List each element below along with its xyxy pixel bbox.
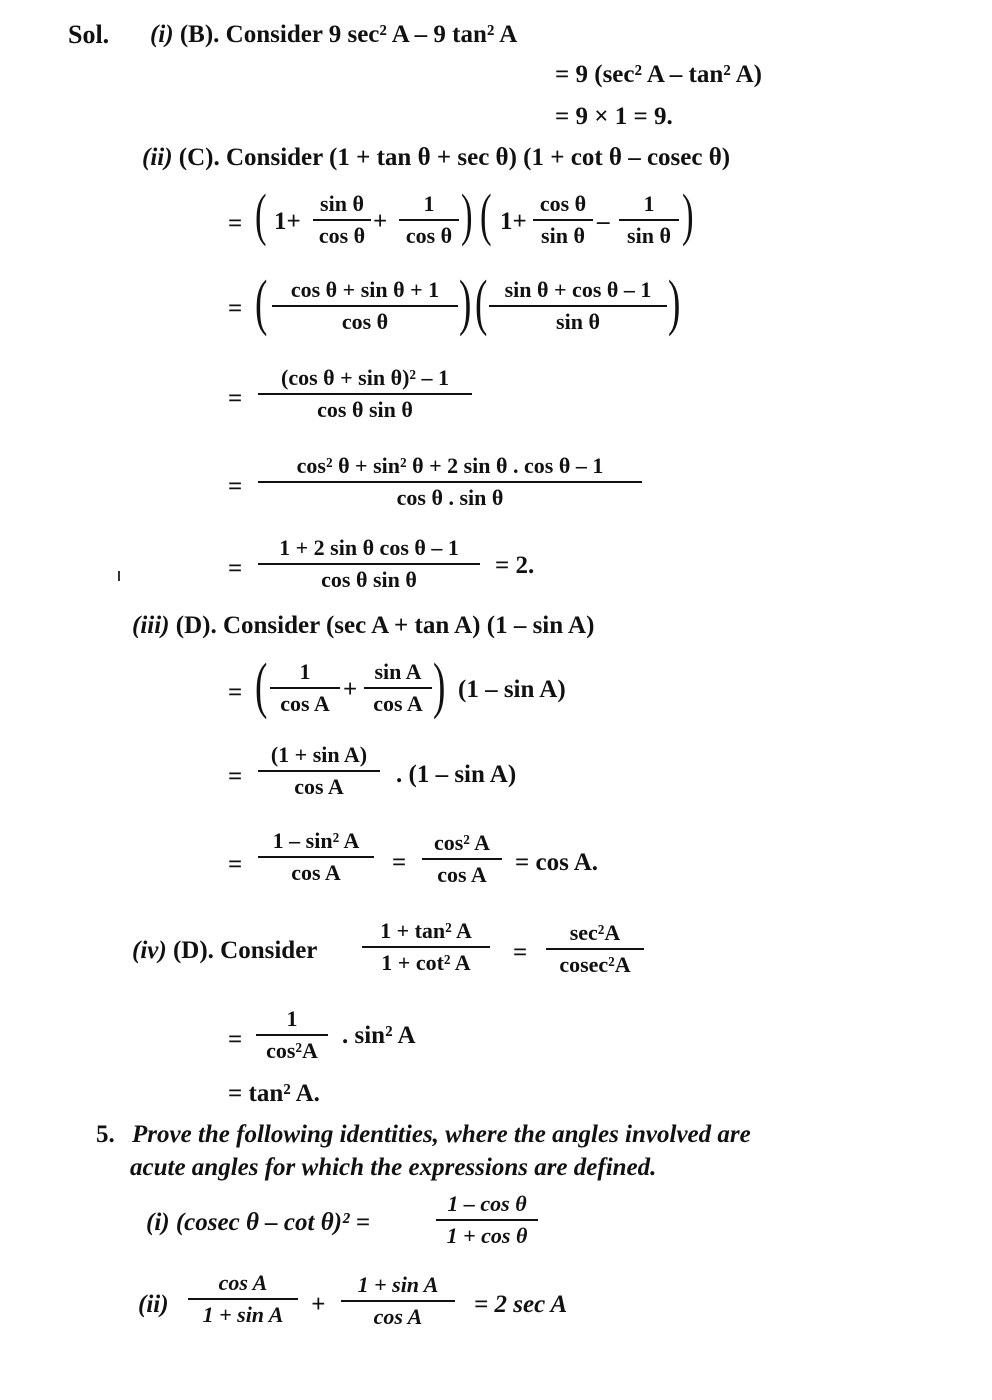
part-ii-text: (C). Consider (1 + tan θ + sec θ) (1 + cot θ – cosec θ) — [172, 144, 731, 171]
denominator: cos A — [373, 691, 423, 716]
numerator: sin θ + cos θ – 1 — [504, 277, 652, 302]
identity-ii-label: (ii) — [138, 1291, 169, 1318]
numerator: 1 – cos θ — [447, 1191, 527, 1216]
part-iv-number: (iv) — [132, 937, 167, 964]
fraction — [258, 367, 472, 421]
numerator: 1 — [643, 191, 655, 216]
denominator: cos θ . sin θ — [396, 485, 504, 510]
right-paren: ) — [433, 652, 446, 720]
numerator: 1 — [299, 659, 311, 684]
equals-sign: = — [228, 385, 243, 412]
denominator: cos A — [373, 1304, 423, 1329]
denominator: cosec²A — [559, 952, 631, 977]
fraction — [258, 830, 374, 884]
numerator: cos θ — [539, 191, 587, 216]
numerator: 1 — [423, 191, 435, 216]
part-i-intro — [150, 22, 517, 47]
denominator: 1 + cos θ — [446, 1223, 528, 1248]
denominator: cos A — [437, 862, 487, 887]
solution-label: Sol. — [68, 20, 110, 49]
fraction — [399, 193, 459, 247]
fraction — [270, 661, 340, 715]
equals-sign: = — [228, 555, 243, 582]
plus-sign: + — [311, 1291, 326, 1318]
numerator: sec²A — [569, 920, 621, 945]
fraction — [258, 744, 380, 798]
fraction — [188, 1272, 298, 1326]
identity-i-lhs: (i) (cosec θ – cot θ)² = — [146, 1209, 370, 1236]
right-paren: ) — [461, 182, 473, 247]
one-plus: 1+ — [274, 208, 301, 235]
fraction — [436, 1193, 538, 1247]
left-paren: ( — [480, 182, 492, 247]
numerator: cos² θ + sin² θ + 2 sin θ . cos θ – 1 — [296, 453, 604, 478]
numerator: 1 + sin A — [357, 1272, 439, 1297]
minus-sign: – — [597, 208, 610, 235]
fraction — [619, 193, 679, 247]
part-i-number: (i) — [150, 21, 174, 48]
equals-sign: = — [228, 1026, 243, 1053]
factor-text: (1 – sin A) — [458, 676, 566, 703]
denominator: cos θ sin θ — [317, 397, 413, 422]
equals-sign: = — [513, 939, 528, 966]
fraction — [256, 1008, 328, 1062]
equals-sign: = — [228, 763, 243, 790]
fraction — [258, 537, 480, 591]
question-number: 5. — [96, 1121, 115, 1148]
denominator: 1 + cot² A — [381, 950, 471, 975]
equals-sign: = — [228, 295, 243, 322]
numerator: sin θ — [320, 191, 364, 216]
denominator: sin θ — [541, 223, 585, 248]
question-text: Prove the following identities, where the angles involved are — [132, 1121, 751, 1148]
fraction — [546, 922, 644, 976]
identity-ii-rhs: = 2 sec A — [474, 1291, 568, 1318]
denominator: cos A — [280, 691, 330, 716]
numerator: cos² A — [433, 830, 491, 855]
question-text: acute angles for which the expressions are defined. — [130, 1154, 657, 1181]
equals-sign: = — [392, 849, 407, 876]
final-result: = tan² A. — [228, 1080, 320, 1107]
denominator: cos A — [291, 860, 341, 885]
part-iv-intro — [132, 938, 317, 963]
denominator: cos²A — [266, 1038, 318, 1063]
denominator: cos θ — [318, 223, 366, 248]
factor-text: . (1 – sin A) — [396, 761, 517, 788]
fraction — [362, 920, 490, 974]
left-paren: ( — [475, 269, 488, 337]
denominator: cos θ — [341, 309, 389, 334]
right-paren: ) — [459, 269, 472, 337]
numerator: 1 + tan² A — [380, 918, 472, 943]
denominator: cos A — [294, 774, 344, 799]
part-ii-number: (ii) — [142, 144, 173, 171]
fraction — [313, 193, 371, 247]
numerator: 1 + 2 sin θ cos θ – 1 — [279, 535, 459, 560]
equals-sign: = — [228, 473, 243, 500]
numerator: (cos θ + sin θ)² – 1 — [281, 365, 449, 390]
numerator: sin A — [374, 659, 422, 684]
denominator: sin θ — [627, 223, 671, 248]
equals-sign: = — [228, 851, 243, 878]
part-iii-text: (D). Consider (sec A + tan A) (1 – sin A) — [169, 612, 595, 639]
margin-mark — [118, 571, 120, 581]
one-plus: 1+ — [500, 208, 527, 235]
fraction — [272, 279, 458, 333]
left-paren: ( — [255, 269, 268, 337]
part-ii-intro — [142, 145, 730, 170]
part-i-step-2: = 9 × 1 = 9. — [555, 103, 673, 130]
numerator: 1 — [286, 1006, 298, 1031]
denominator: cos θ sin θ — [321, 567, 417, 592]
fraction — [489, 279, 667, 333]
fraction — [533, 193, 593, 247]
part-iii-intro — [132, 613, 594, 638]
equals-sign: = — [228, 679, 243, 706]
numerator: 1 – sin² A — [272, 828, 360, 853]
part-iii-number: (iii) — [132, 612, 170, 639]
denominator: cos θ — [405, 223, 453, 248]
left-paren: ( — [255, 652, 268, 720]
fraction — [258, 455, 642, 509]
result-text: = 2. — [495, 552, 535, 579]
part-i-step-1: = 9 (sec² A – tan² A) — [555, 61, 763, 88]
plus-sign: + — [373, 208, 388, 235]
part-iv-text: (D). Consider — [166, 937, 318, 964]
equals-sign: = — [228, 210, 243, 237]
right-paren: ) — [682, 182, 694, 247]
denominator: 1 + sin A — [202, 1302, 284, 1327]
fraction — [364, 661, 432, 715]
fraction — [422, 832, 502, 886]
plus-sign: + — [343, 676, 358, 703]
right-paren: ) — [668, 269, 681, 337]
fraction — [341, 1274, 455, 1328]
numerator: cos A — [218, 1270, 268, 1295]
numerator: cos θ + sin θ + 1 — [290, 277, 440, 302]
factor-text: . sin² A — [342, 1022, 416, 1049]
numerator: (1 + sin A) — [270, 742, 368, 767]
left-paren: ( — [255, 182, 267, 247]
part-i-text: (B). Consider 9 sec² A – 9 tan² A — [173, 21, 518, 48]
result-text: = cos A. — [515, 849, 598, 876]
denominator: sin θ — [556, 309, 600, 334]
